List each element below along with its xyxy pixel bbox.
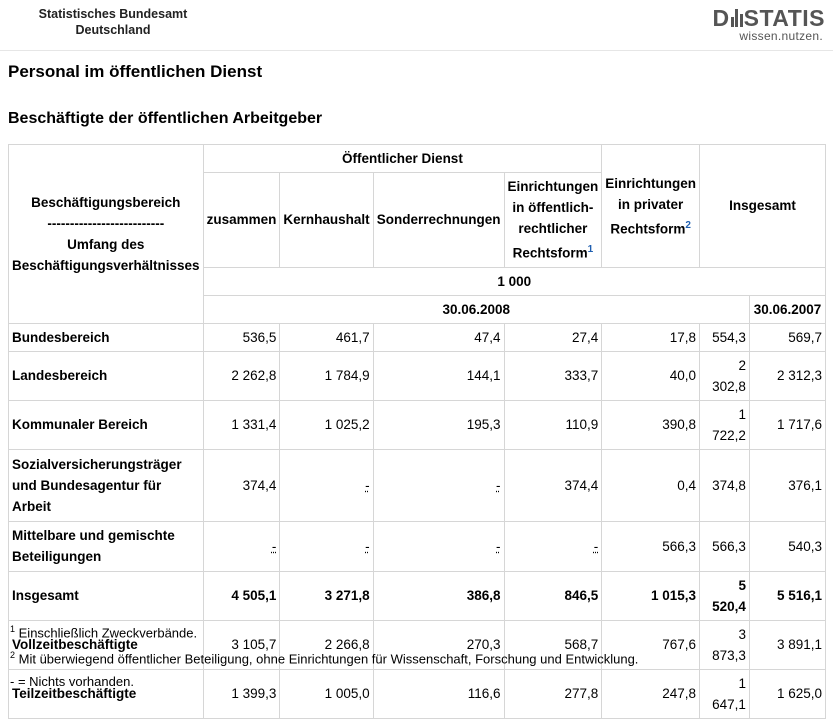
table-cell: 536,5 [203, 323, 280, 351]
row-label: Kommunaler Bereich [9, 400, 204, 449]
table-cell: 554,3 [700, 323, 750, 351]
date-2008: 30.06.2008 [203, 295, 749, 323]
col-header-privat: Einrichtungen in privater Rechtsform$^2$ [602, 145, 700, 268]
row-label: Teilzeitbeschäftigte [9, 669, 204, 718]
table-cell: 374,4 [203, 449, 280, 521]
table-cell: 2 302,8 [700, 351, 750, 400]
table-cell: - [373, 521, 504, 571]
table-cell: 17,8 [602, 323, 700, 351]
stub-header: Beschäftigungsbereich -------------------------- Umfang des Beschäftigungsverhältnisses [9, 145, 204, 324]
table-cell: 277,8 [504, 669, 602, 718]
table-cell: 2 266,8 [280, 620, 373, 669]
table-cell: 144,1 [373, 351, 504, 400]
row-label: Vollzeitbeschäftigte [9, 620, 204, 669]
table-cell: 566,3 [602, 521, 700, 571]
table-row [9, 571, 826, 620]
table-cell: 0,4 [602, 449, 700, 521]
col-header-kernhaushalt: Kernhaushalt [280, 173, 373, 268]
row-label: Sozialversicherungsträger und Bundesagentur für Arbeit [9, 449, 204, 521]
row-label: Mittelbare und gemischte Beteiligungen [9, 521, 204, 571]
table-cell: 376,1 [749, 449, 825, 521]
table-cell: - [203, 521, 280, 571]
table-cell: 27,4 [504, 323, 602, 351]
table-cell: 1 399,3 [203, 669, 280, 718]
group-header-oeffentlicher-dienst: Öffentlicher Dienst [203, 145, 602, 173]
table-cell: 1 784,9 [280, 351, 373, 400]
table-cell: 566,3 [700, 521, 750, 571]
footnote-1: $^1$ Einschließlich Zweckverbände. [10, 624, 198, 641]
table-cell: 3 873,3 [700, 620, 750, 669]
col-header-oeffentlich-rechtlich: Einrichtungen in öffentlich-rechtlicher Rechtsform$^1$ [504, 173, 602, 268]
table-cell: 1 015,3 [602, 571, 700, 620]
table-cell: 5 520,4 [700, 571, 750, 620]
table-cell: 40,0 [602, 351, 700, 400]
page-title: Personal im öffentlichen Dienst [8, 62, 263, 81]
table-cell: 540,3 [749, 521, 825, 571]
footnote-legend: - = Nichts vorhanden. [10, 673, 134, 689]
table-cell: 247,8 [602, 669, 700, 718]
table-cell: 1 331,4 [203, 400, 280, 449]
table-cell: 195,3 [373, 400, 504, 449]
destatis-logo[interactable] [695, 6, 825, 42]
table-cell: 333,7 [504, 351, 602, 400]
table-cell: 2 312,3 [749, 351, 825, 400]
footnote-ref-1[interactable]: 1 [587, 244, 594, 255]
table-cell: 1 005,0 [280, 669, 373, 718]
table-cell: 846,5 [504, 571, 602, 620]
table-cell: 3 891,1 [749, 620, 825, 669]
table-cell: 47,4 [373, 323, 504, 351]
table-cell: 2 262,8 [203, 351, 280, 400]
footnotes [10, 618, 638, 693]
col-header-zusammen: zusammen [203, 173, 280, 268]
date-2007: 30.06.2007 [749, 295, 825, 323]
table-cell: 1 025,2 [280, 400, 373, 449]
table-cell: 270,3 [373, 620, 504, 669]
table-cell: 1 647,1 [700, 669, 750, 718]
table-row [9, 323, 826, 351]
table-row [9, 351, 826, 400]
logo-wordmark [713, 6, 826, 30]
logo-suffix: STATIS [743, 5, 825, 31]
table-cell: 390,8 [602, 400, 700, 449]
table-cell: 374,8 [700, 449, 750, 521]
table-cell: - [373, 449, 504, 521]
table-cell: 386,8 [373, 571, 504, 620]
table-cell: - [504, 521, 602, 571]
section-title: Beschäftigte der öffentlichen Arbeitgeber [8, 110, 323, 127]
table-cell: 110,9 [504, 400, 602, 449]
page-header [0, 0, 833, 51]
table-cell: 767,6 [602, 620, 700, 669]
table-row [9, 400, 826, 449]
table-cell: 461,7 [280, 323, 373, 351]
table-cell: 568,7 [504, 620, 602, 669]
logo-tagline: wissen.nutzen. [739, 29, 823, 43]
table-cell: 1 717,6 [749, 400, 825, 449]
unit-row: 1 000 [203, 267, 825, 295]
table-cell: 116,6 [373, 669, 504, 718]
table-cell: 374,4 [504, 449, 602, 521]
footnote-2: $^2$ Mit überwiegend öffentlicher Beteiligung, ohne Einrichtungen für Wissenschaft, Forschung und Entwicklung. [10, 650, 639, 667]
table-cell: 3 105,7 [203, 620, 280, 669]
row-label: Landesbereich [9, 351, 204, 400]
table-cell: - [280, 449, 373, 521]
table-cell: 569,7 [749, 323, 825, 351]
col-header-sonderrechnungen: Sonderrechnungen [373, 173, 504, 268]
agency-name-line2: Deutschland [75, 23, 151, 37]
col-header-insgesamt: Insgesamt [700, 145, 826, 268]
table-cell: 3 271,8 [280, 571, 373, 620]
table-row [9, 521, 826, 571]
table-cell: 4 505,1 [203, 571, 280, 620]
table-cell: 5 516,1 [749, 571, 825, 620]
footnote-ref-2[interactable]: 2 [685, 219, 691, 231]
logo-prefix: D [712, 5, 730, 31]
agency-name-line1: Statistisches Bundesamt [38, 7, 188, 21]
row-label: Bundesbereich [9, 323, 204, 351]
row-label: Insgesamt [9, 571, 204, 620]
table-row [9, 449, 826, 521]
agency-name [28, 6, 198, 38]
table-cell: - [280, 521, 373, 571]
table-cell: 1 625,0 [749, 669, 825, 718]
bar-mark-icon [731, 9, 743, 27]
table-cell: 1 722,2 [700, 400, 750, 449]
